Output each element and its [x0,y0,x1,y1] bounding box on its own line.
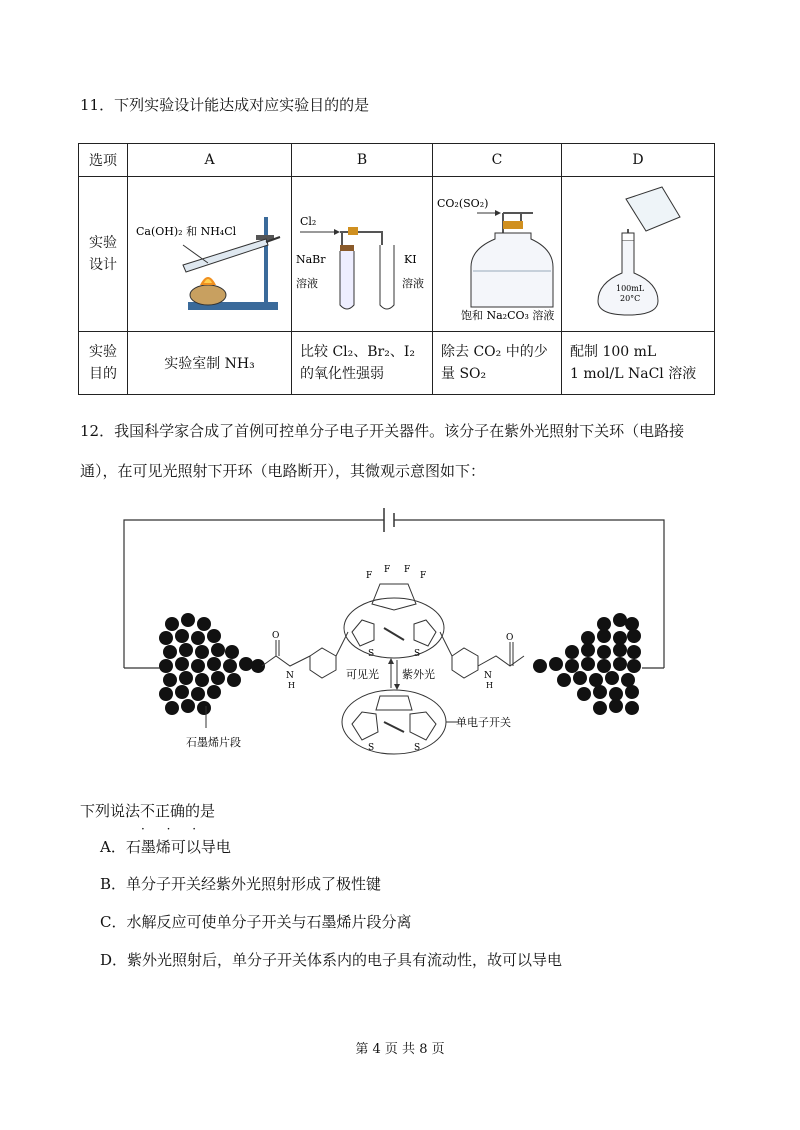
question-11-title: 11．下列实验设计能达成对应实验目的的是 [80,96,370,114]
header-d: D [562,144,715,177]
header-option: 选项 [79,144,128,177]
sulfur-3: S [368,743,375,753]
molecular-switch-diagram [0,500,800,770]
sulfur-1: S [368,649,375,659]
question-12-line2: 通），在可见光照射下开环（电路断开），其微观示意图如下： [80,462,486,480]
sulfur-4: S [414,743,421,753]
purpose-d: 配制 100 mL 1 mol/L NaCl 溶液 [562,332,715,395]
design-row [79,177,715,332]
option-c: C．水解反应可使单分子开关与石墨烯片段分离 [100,913,412,931]
left-oxygen: O [272,631,280,641]
left-nh: N [286,671,294,681]
purpose-row-label: 实验目的 [79,332,128,395]
right-oxygen: O [506,633,514,643]
purpose-row [79,332,715,395]
flask-volume-label: 100mL [616,284,645,293]
gas-washing-bottle-image [433,177,561,327]
switch-label: 单电子开关 [456,716,511,729]
cl2-label: Cl₂ [300,215,317,228]
page-footer: 第 4 页 共 8 页 [355,1042,445,1057]
halogen-apparatus-image [292,177,432,327]
graphene-right-icon [533,613,641,715]
header-c: C [433,144,562,177]
ammonia-apparatus-image [128,177,291,327]
fluorine-2: F [384,565,391,575]
visible-light-label: 可见光 [346,668,379,681]
purpose-b: 比较 Cl₂、Br₂、I₂ 的氧化性强弱 [292,332,433,395]
left-h: H [288,681,295,690]
experiment-table [78,143,715,395]
flask-temp-label: 20°C [620,294,641,303]
header-a: A [128,144,292,177]
apparatus-c [433,177,562,332]
table-header-row [79,144,715,177]
ki-label: KI [404,253,417,266]
option-b: B．单分子开关经紫外光照射形成了极性键 [100,875,382,893]
fluorine-3: F [404,565,411,575]
header-b: B [292,144,433,177]
purpose-c: 除去 CO₂ 中的少 量 SO₂ [433,332,562,395]
fluorine-4: F [420,571,427,581]
question-12-prompt: 下列说法不正确的是 [80,802,216,820]
apparatus-d [562,177,715,332]
sodium-carbonate-label: 饱和 Na₂CO₃ 溶液 [461,309,555,322]
right-h: H [486,681,493,690]
uv-light-label: 紫外光 [402,668,435,681]
option-a: A．石墨烯可以导电 [100,838,231,856]
apparatus-b [292,177,433,332]
sulfur-2: S [414,649,421,659]
reagent-label: Ca(OH)₂ 和 NH₄Cl [136,225,237,238]
design-row-label: 实验设计 [79,177,128,332]
apparatus-a [128,177,292,332]
ki-solution-label: 溶液 [402,277,424,290]
nabr-label: NaBr [296,253,326,266]
purpose-a: 实验室制 NH₃ [128,332,292,395]
graphene-left-icon [159,613,265,715]
nabr-solution-label: 溶液 [296,277,318,290]
question-12-line1: 12．我国科学家合成了首例可控单分子电子开关器件。该分子在紫外光照射下关环（电路接 [80,422,685,440]
fluorine-1: F [366,571,373,581]
emphasis-dots: · · · [141,822,206,836]
option-d: D．紫外光照射后，单分子开关体系内的电子具有流动性，故可以导电 [100,951,563,969]
volumetric-flask-image [562,177,714,327]
graphene-label: 石墨烯片段 [186,736,241,749]
right-nh: N [484,671,492,681]
gas-label: CO₂(SO₂) [437,197,489,210]
